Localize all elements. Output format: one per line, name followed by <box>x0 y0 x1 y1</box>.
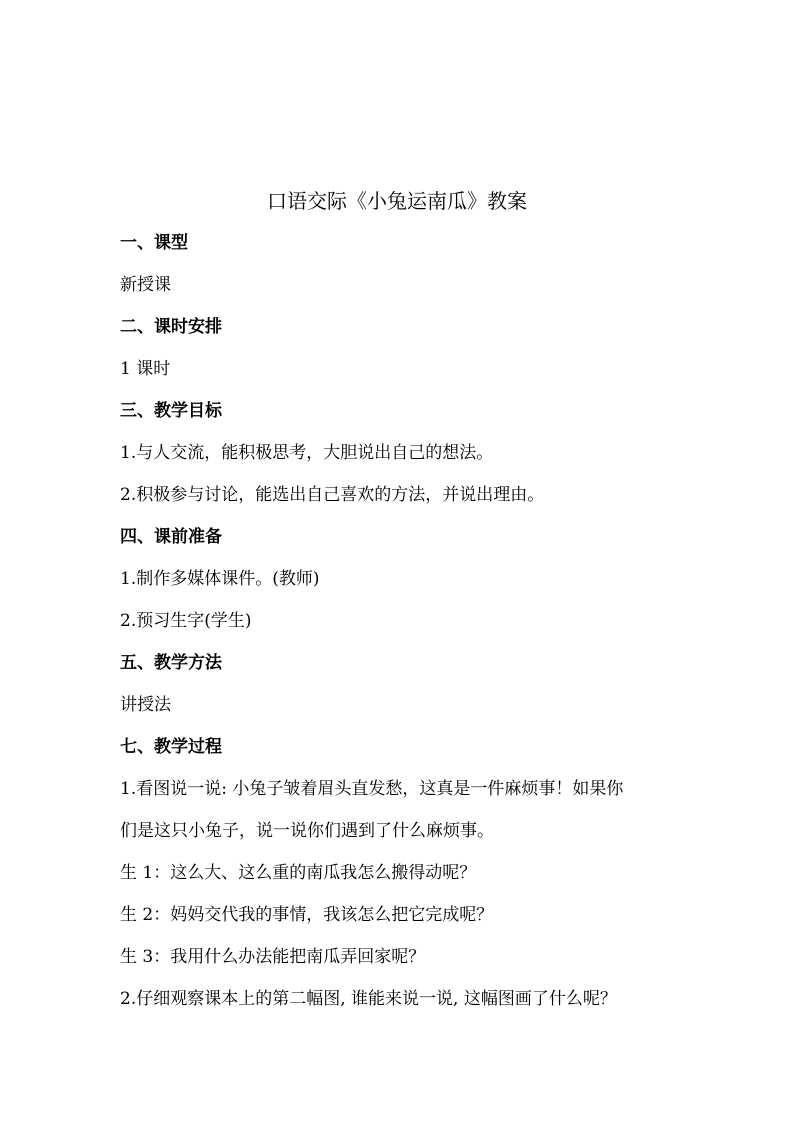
document-body <box>120 230 690 1028</box>
section-heading-process: 七、教学过程 <box>120 737 222 757</box>
section-heading-preparation: 四、课前准备 <box>120 527 222 547</box>
schedule-text: 1 课时 <box>120 359 171 379</box>
objective-item-2: 2.积极参与讨论，能选出自己喜欢的方法，并说出理由。 <box>120 485 545 505</box>
section-heading-objectives: 三、教学目标 <box>120 401 222 421</box>
document-title: 口语交际《小兔运南瓜》教案 <box>267 189 527 213</box>
lesson-type-text: 新授课 <box>120 275 171 295</box>
method-text: 讲授法 <box>120 695 171 715</box>
student-answer-3: 生 3：我用什么办法能把南瓜弄回家呢？ <box>120 947 426 967</box>
process-paragraph-1-line-2: 们是这只小兔子，说一说你们遇到了什么麻烦事。 <box>120 821 494 841</box>
section-heading-schedule: 二、课时安排 <box>120 317 222 337</box>
preparation-item-2: 2.预习生字(学生) <box>120 611 252 631</box>
preparation-item-1: 1.制作多媒体课件。(教师) <box>120 569 320 589</box>
student-answer-2: 生 2：妈妈交代我的事情，我该怎么把它完成呢？ <box>120 905 494 925</box>
objective-item-1: 1.与人交流，能积极思考，大胆说出自己的想法。 <box>120 443 494 463</box>
process-paragraph-1-line-1: 1.看图说一说: 小兔子皱着眉头直发愁，这真是一件麻烦事！如果你 <box>120 779 624 799</box>
student-answer-1: 生 1：这么大、这么重的南瓜我怎么搬得动呢？ <box>120 863 477 883</box>
section-heading-lesson-type: 一、课型 <box>120 233 188 253</box>
process-paragraph-2: 2.仔细观察课本上的第二幅图, 谁能来说一说, 这幅图画了什么呢？ <box>120 989 617 1009</box>
section-heading-method: 五、教学方法 <box>120 653 222 673</box>
